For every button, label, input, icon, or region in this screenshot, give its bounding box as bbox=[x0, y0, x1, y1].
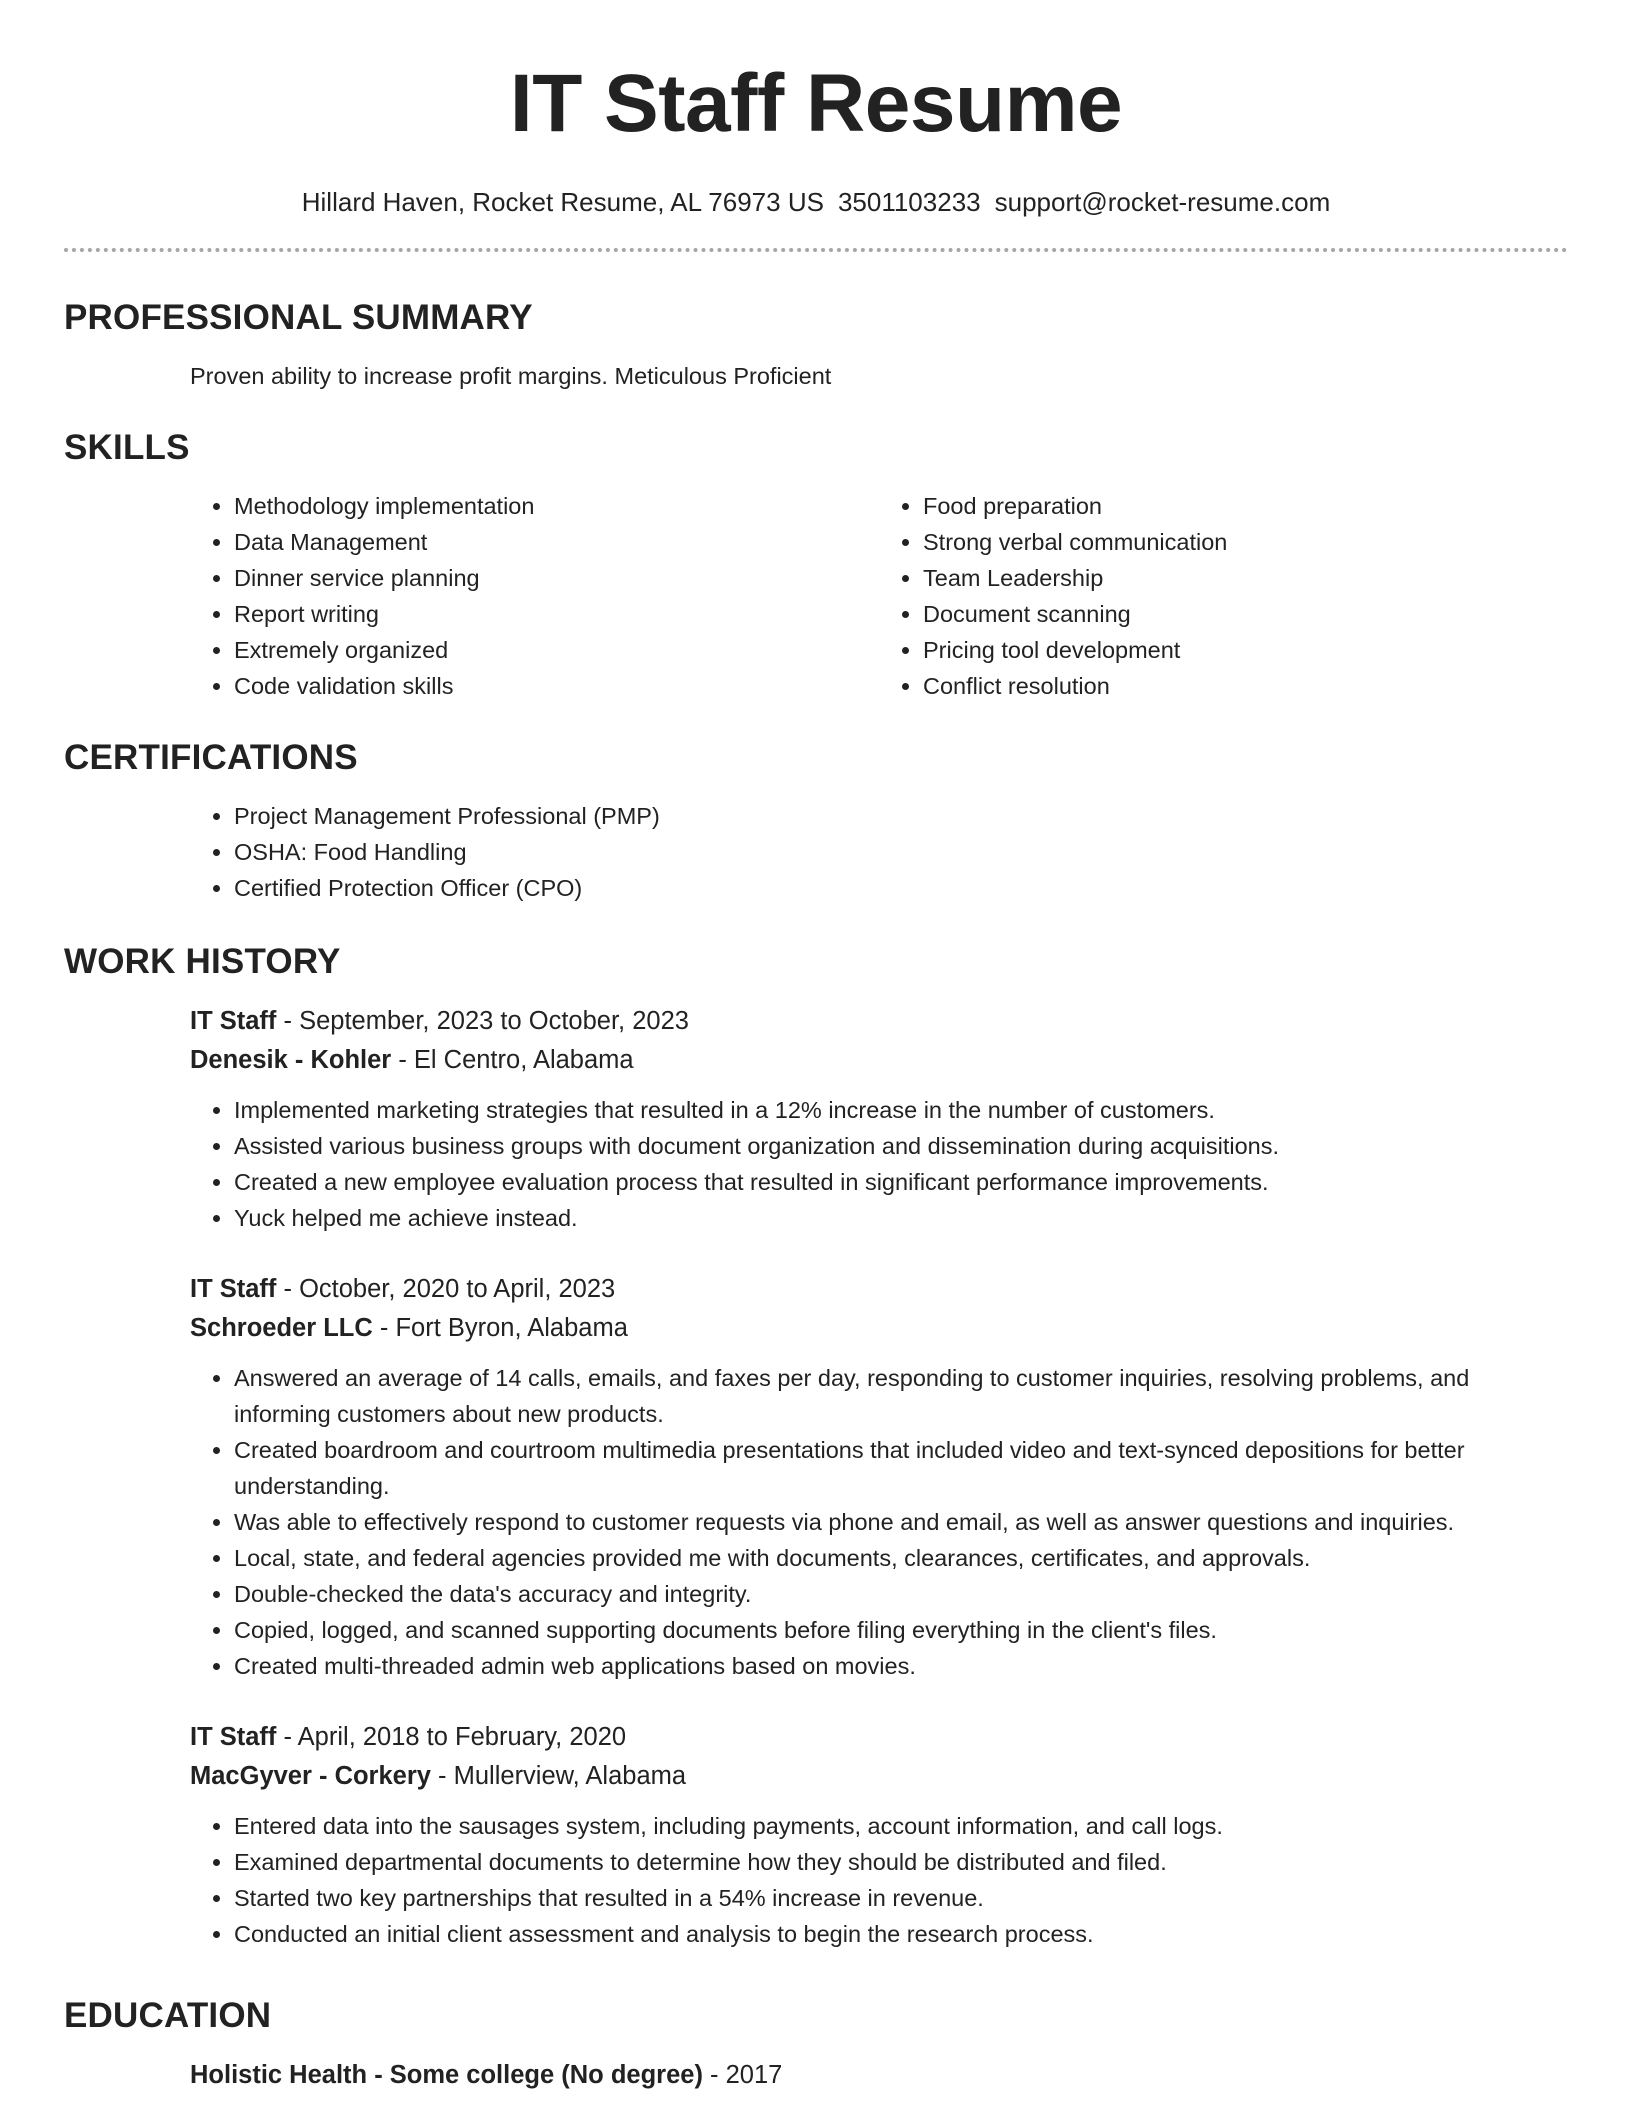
certifications-body bbox=[190, 798, 1568, 906]
section-heading-work-history: WORK HISTORY bbox=[64, 942, 341, 981]
job-bullets bbox=[190, 1092, 1568, 1236]
job-bullet: • Conducted an initial client assessment and analysis to begin the research process. bbox=[234, 1916, 1568, 1952]
job-bullet: • Copied, logged, and scanned supporting documents before filing everything in the client's files. bbox=[234, 1612, 1568, 1648]
job-bullet: • Double-checked the data's accuracy and integrity. bbox=[234, 1576, 1568, 1612]
job-company-line bbox=[190, 1756, 1568, 1796]
job-bullet: • Answered an average of 14 calls, emails, and faxes per day, responding to customer inquiries, resolving problems, and informing customers about new products. bbox=[234, 1360, 1568, 1432]
skills-section bbox=[64, 428, 1568, 704]
skill-item: • Code validation skills bbox=[234, 668, 879, 704]
section-heading-certifications: CERTIFICATIONS bbox=[64, 738, 358, 777]
work-history-body bbox=[190, 1002, 1568, 1952]
education-degree: Holistic Health - Some college (No degree) bbox=[190, 2061, 703, 2089]
job-dates: - April, 2018 to February, 2020 bbox=[276, 1723, 627, 1751]
section-heading-summary: PROFESSIONAL SUMMARY bbox=[64, 298, 533, 337]
education-section bbox=[64, 1996, 1568, 2094]
job-title: IT Staff bbox=[190, 1007, 277, 1035]
job-bullet: • Yuck helped me achieve instead. bbox=[234, 1200, 1568, 1236]
skill-item: • Conflict resolution bbox=[923, 668, 1568, 704]
skill-item: • Document scanning bbox=[923, 596, 1568, 632]
job-bullet: • Created a new employee evaluation process that resulted in significant performance improvements. bbox=[234, 1164, 1568, 1200]
skill-item: • Pricing tool development bbox=[923, 632, 1568, 668]
work-history-section bbox=[64, 942, 1568, 1952]
job-location: - Fort Byron, Alabama bbox=[372, 1314, 628, 1342]
skill-item: • Team Leadership bbox=[923, 560, 1568, 596]
job-bullet: • Created multi-threaded admin web applications based on movies. bbox=[234, 1648, 1568, 1684]
skill-item: • Food preparation bbox=[923, 488, 1568, 524]
professional-summary-section bbox=[64, 298, 1568, 394]
section-heading-skills: SKILLS bbox=[64, 428, 190, 467]
certification-item: • Certified Protection Officer (CPO) bbox=[234, 870, 1568, 906]
job-company: Schroeder LLC bbox=[190, 1314, 373, 1342]
skill-item: • Data Management bbox=[234, 524, 879, 560]
job-entry bbox=[190, 1718, 1568, 1952]
skills-list-right bbox=[879, 488, 1568, 704]
job-bullets bbox=[190, 1360, 1568, 1684]
job-title-line bbox=[190, 1718, 1568, 1756]
job-bullet: • Implemented marketing strategies that resulted in a 12% increase in the number of customers. bbox=[234, 1092, 1568, 1128]
job-entry bbox=[190, 1270, 1568, 1684]
contact-email[interactable]: support@rocket-resume.com bbox=[994, 187, 1331, 217]
skill-item: • Strong verbal communication bbox=[923, 524, 1568, 560]
job-title-line bbox=[190, 1270, 1568, 1308]
job-company: MacGyver - Corkery bbox=[190, 1762, 431, 1790]
summary-body bbox=[190, 358, 1568, 394]
job-title: IT Staff bbox=[190, 1275, 277, 1303]
certification-item: • OSHA: Food Handling bbox=[234, 834, 1568, 870]
skills-grid bbox=[190, 488, 1568, 704]
contact-address: Hillard Haven, Rocket Resume, AL 76973 US bbox=[301, 187, 824, 217]
job-company: Denesik - Kohler bbox=[190, 1046, 392, 1074]
job-entry bbox=[190, 1002, 1568, 1236]
education-body bbox=[190, 2056, 1568, 2094]
job-bullet: • Started two key partnerships that resulted in a 54% increase in revenue. bbox=[234, 1880, 1568, 1916]
contact-line bbox=[64, 186, 1568, 218]
education-year: - 2017 bbox=[702, 2061, 783, 2089]
skills-list-left bbox=[190, 488, 879, 704]
job-title-line bbox=[190, 1002, 1568, 1040]
job-bullet: • Examined departmental documents to determine how they should be distributed and filed. bbox=[234, 1844, 1568, 1880]
job-company-line bbox=[190, 1308, 1568, 1348]
header-divider bbox=[64, 248, 1568, 252]
job-bullets bbox=[190, 1808, 1568, 1952]
job-bullet: • Local, state, and federal agencies provided me with documents, clearances, certificates, and approvals. bbox=[234, 1540, 1568, 1576]
job-bullet: • Was able to effectively respond to customer requests via phone and email, as well as answer questions and inquiries. bbox=[234, 1504, 1568, 1540]
education-line bbox=[190, 2056, 1568, 2094]
job-bullet: • Entered data into the sausages system, including payments, account information, and call logs. bbox=[234, 1808, 1568, 1844]
contact-phone: 3501103233 bbox=[837, 187, 981, 217]
job-location: - Mullerview, Alabama bbox=[430, 1762, 687, 1790]
certifications-list bbox=[190, 798, 1568, 906]
job-location: - El Centro, Alabama bbox=[391, 1046, 634, 1074]
job-dates: - September, 2023 to October, 2023 bbox=[276, 1007, 689, 1035]
job-bullet: • Assisted various business groups with document organization and dissemination during acquisitions. bbox=[234, 1128, 1568, 1164]
job-bullet: • Created boardroom and courtroom multimedia presentations that included video and text-synced depositions for better understanding. bbox=[234, 1432, 1568, 1504]
summary-text: Proven ability to increase profit margins. Meticulous Proficient bbox=[190, 363, 832, 389]
skill-item: • Extremely organized bbox=[234, 632, 879, 668]
certifications-section bbox=[64, 738, 1568, 906]
section-heading-education: EDUCATION bbox=[64, 1996, 272, 2035]
resume-title: IT Staff Resume bbox=[509, 58, 1123, 149]
skill-item: • Dinner service planning bbox=[234, 560, 879, 596]
job-dates: - October, 2020 to April, 2023 bbox=[276, 1275, 616, 1303]
skill-item: • Report writing bbox=[234, 596, 879, 632]
certification-item: • Project Management Professional (PMP) bbox=[234, 798, 1568, 834]
job-title: IT Staff bbox=[190, 1723, 277, 1751]
job-company-line bbox=[190, 1040, 1568, 1080]
skill-item: • Methodology implementation bbox=[234, 488, 879, 524]
